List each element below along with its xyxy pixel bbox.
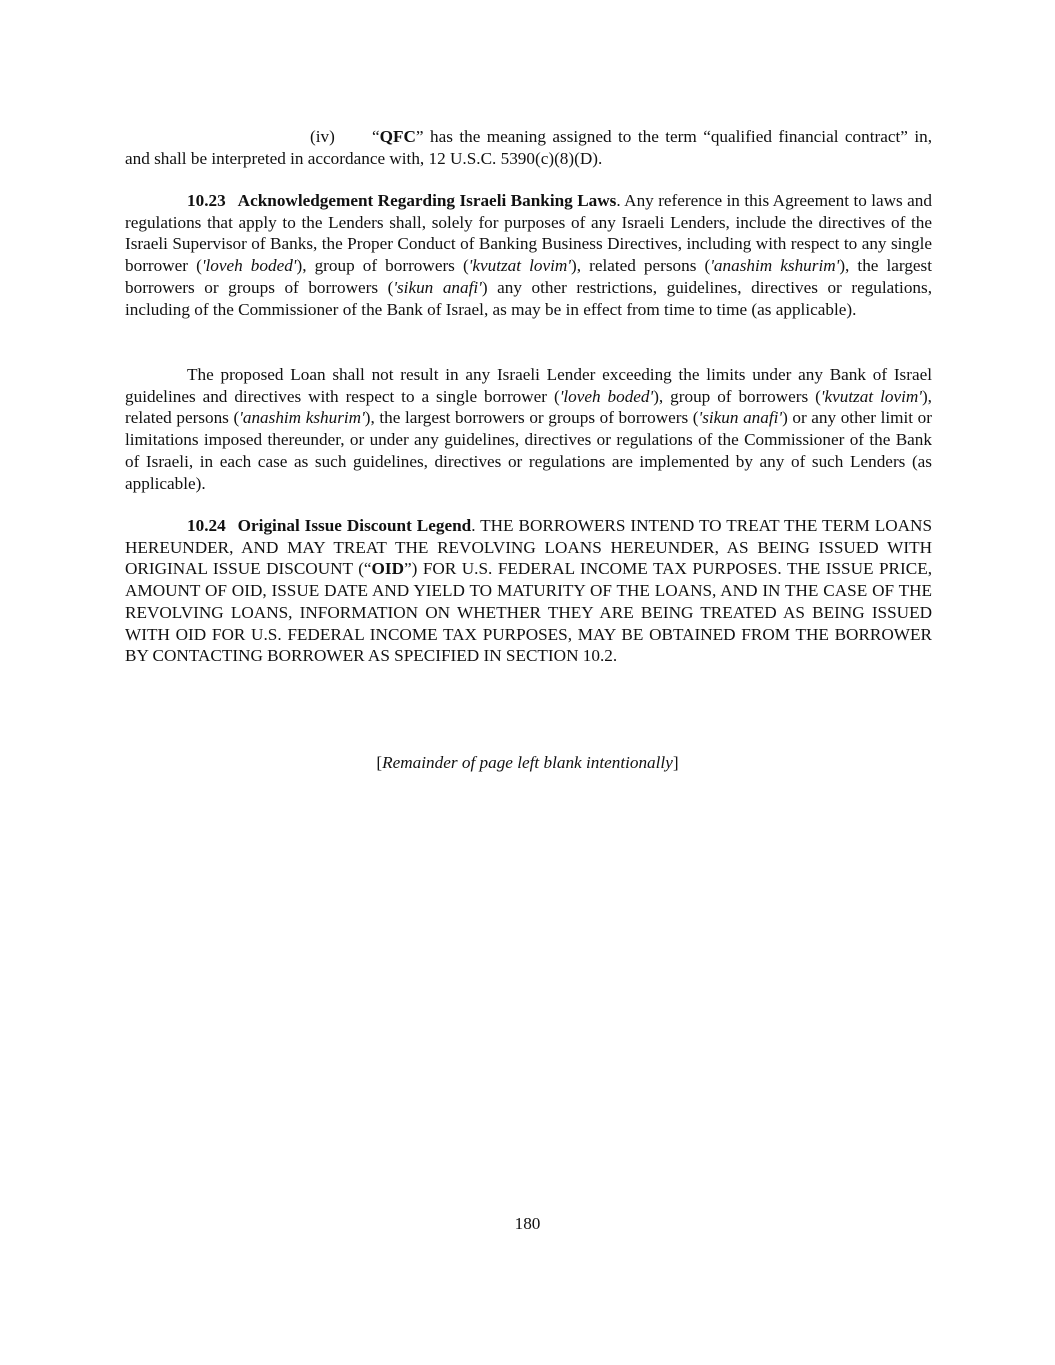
clause-iv-quote-open: “: [372, 127, 380, 146]
proposed-loan-text-3: ), related persons (: [125, 386, 932, 428]
section-10-24-text-2: ”) FOR U.S. FEDERAL INCOME TAX PURPOSES. THE ISSUE PRICE, AMOUNT OF OID, ISSUE DATE AND YIELD TO MATURITY OF THE LOANS, AND IN THE CASE OF THE REVOLVING LOANS, INFORMATION ON WHETHER THEY ARE BEING TREATED AS BEING ISSUED WITH OID FOR U.S. FEDERAL INCOME TAX PURPOSES, MAY BE OBTAINED FROM THE BORROWER BY CONTACTING BORROWER AS SPECIFIED IN SECTION 10.2.: [125, 559, 932, 666]
section-10-23-term-kvutzat-lovim: 'kvutzat lovim': [468, 256, 571, 276]
section-10-23-number: 10.23: [187, 191, 226, 210]
remainder-note: [0, 752, 1055, 774]
section-10-24-heading: Original Issue Discount Legend: [237, 516, 472, 535]
proposed-loan-term-loveh-boded: 'loveh boded': [559, 386, 654, 406]
remainder-bracket-open: [: [376, 753, 383, 772]
section-10-24-term-oid: OID: [371, 559, 405, 579]
remainder-text: Remainder of page left blank intentionally: [382, 753, 673, 772]
proposed-loan-text-1: The proposed Loan shall not result in any Israeli Lender exceeding the limits under any Bank of Israel guidelines and directives with respect to a single borrower (: [125, 365, 932, 406]
clause-iv-term: QFC: [379, 127, 416, 146]
clause-iv-paragraph: [125, 126, 932, 169]
proposed-loan-term-anashim-kshurim: 'anashim kshurim': [239, 408, 365, 428]
proposed-loan-text-2: ), group of borrowers (: [653, 386, 821, 406]
proposed-loan-text-4: ), the largest borrowers or groups of borrowers (: [364, 408, 699, 428]
section-10-24-paragraph: [125, 515, 932, 667]
proposed-loan-term-kvutzat-lovim: 'kvutzat lovim': [820, 386, 922, 406]
section-10-23-text-4: ), the largest borrowers or groups of borrowers (: [125, 256, 933, 297]
section-10-23-paragraph: [125, 190, 932, 320]
proposed-loan-text-5: ) or any other limit or limitations imposed thereunder, or under any guidelines, directives or regulations of the Commissioner of the Bank of Israeli, in each case as such guidelines, directives or regulations are implemented by any of such Lenders (as applicable).: [125, 408, 932, 493]
section-10-23-text-2: ), group of borrowers (: [296, 256, 469, 276]
section-10-23-text-3: ), related persons (: [570, 256, 711, 276]
section-10-23-term-loveh-boded: 'loveh boded': [201, 256, 297, 276]
section-10-23-text-1: . Any reference in this Agreement to laws and regulations that apply to the Lenders shall, solely for purposes of any Israeli Lenders, include the directives of the Israeli Supervisor of Banks, the Proper Conduct of Banking Business Directives, including with respect to any single borrower (: [125, 191, 932, 276]
section-10-23-heading: Acknowledgement Regarding Israeli Banking Laws: [237, 191, 617, 210]
section-10-24-text-1: . THE BORROWERS INTEND TO TREAT THE TERM LOANS HEREUNDER, AND MAY TREAT THE REVOLVING LOANS HEREUNDER, AS BEING ISSUED WITH ORIGINAL ISSUE DISCOUNT (“: [125, 516, 933, 579]
section-10-23-term-anashim-kshurim: 'anashim kshurim': [710, 256, 840, 276]
proposed-loan-term-sikun-anafi: 'sikun anafi': [698, 408, 783, 428]
page-number: 180: [514, 1214, 541, 1233]
section-10-23-term-sikun-anafi: 'sikun anafi': [393, 277, 482, 297]
proposed-loan-paragraph: [125, 364, 932, 494]
remainder-bracket-close: ]: [672, 753, 679, 772]
section-10-24-number: 10.24: [187, 516, 226, 535]
clause-iv-number: (iv): [310, 127, 335, 146]
clause-iv-text: ” has the meaning assigned to the term “qualified financial contract” in, and shall be interpreted in accordance with, 12 U.S.C. 5390(c)(8)(D).: [125, 127, 932, 168]
section-10-23-text-5: ) any other restrictions, guidelines, directives or regulations, including of the Commissioner of the Bank of Israel, as may be in effect from time to time (as applicable).: [125, 277, 933, 319]
